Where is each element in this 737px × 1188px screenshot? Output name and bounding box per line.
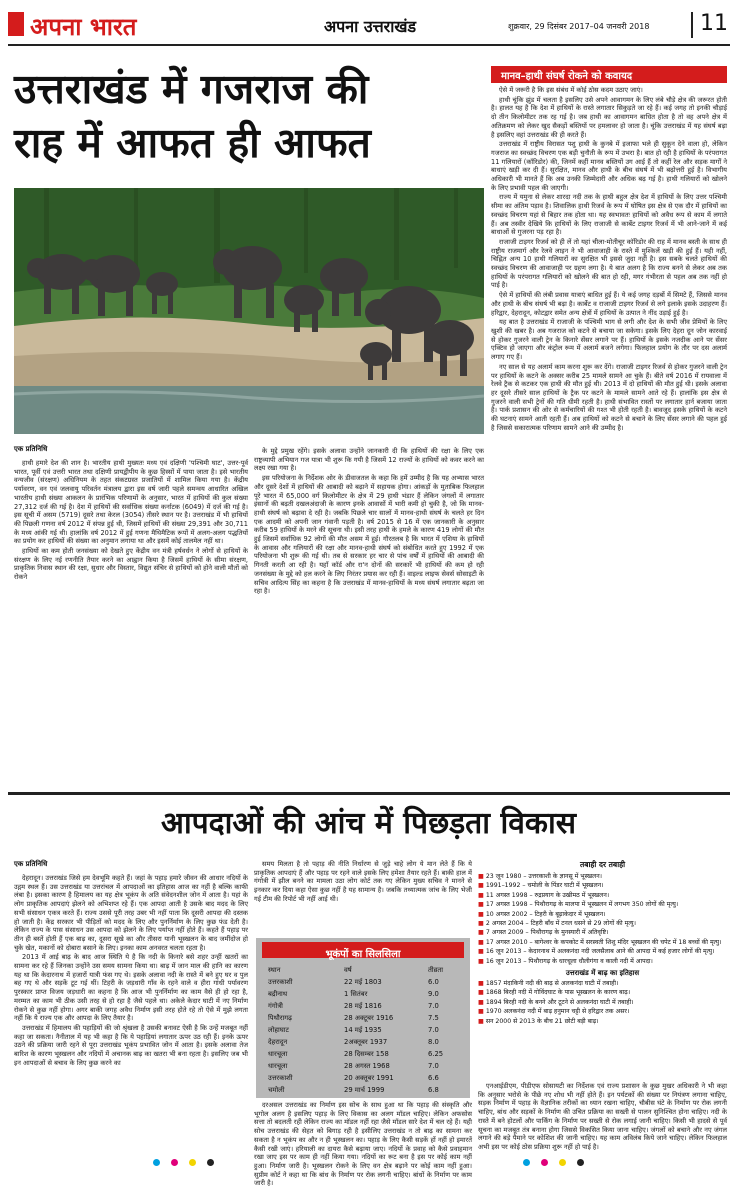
quake-box [256,938,470,1098]
flood-item [478,999,727,1007]
event-item-text: 7 अगस्त 2009 – पिथौरागढ़ के मुनस्यारी में अतिवृष्टि। [485,929,609,937]
bullet-square-icon: ■ [478,891,486,899]
sidebar1-para: उत्तराखंड में राष्ट्रीय विरासत पशु हाथी के कुनबे में इजाफा भले ही सुकून देने वाला हो, लेकिन गजराज का स्वच्छंद विचरण एक बड़ी चुनौती के रूप में उभरा है। बात हो रही है हाथियों के परंपरागत 11 गलियारों (कॉरिडोर) की, जिनमें कहीं मानव बस्तियों उग आई हैं तो कहीं रेल और सड़क मार्गों ने बाधाएं खड़ी कर दी हैं। सुरक्षित, मानव और हाथी के बीच संघर्ष में भी बढ़ोत्तरी हुई है। विभागीय अधिकारी भी मानते हैं कि अब उनकी जिम्मेदारी और अधिक बढ़ गई है। हाथी गलियारों को खोलने के लिए प्रभावी पहल की जाएगी। [491,140,727,192]
quake-place: उत्तरकाशी [268,1074,293,1082]
bullet-square-icon: ■ [478,929,486,937]
masthead-page-divider [691,12,693,38]
story1-column-2 [254,447,484,789]
quake-magnitude: 8.0 [428,1038,439,1046]
quake-place: धारचूला [268,1050,288,1058]
story2-col1-para: उत्तराखंड में हिमालय की पहाड़ियों की जो श्रृंखला है उसकी बनावट ऐसी है कि उन्हें मजबूत नहीं कहा जा सकता। नैनीताल में यह भी कहा है कि ये पहाड़ियां लगातार ऊपर उठ रही हैं। इनके ऊपर उठने की प्रक्रिया जारी रहने से पूरा उत्तराखंड भूकंप प्रभावित जोन में आता है। इसके अलावा तेज बारिश के कारण भूस्खलन और नदियों में अचानक बाढ़ का खतरा भी बना रहता है। इसलिए जब भी इन आपदाओं से बचाव के लिए कुछ करने का [14,1023,248,1067]
registration-dot [171,1159,178,1166]
quake-table-header [268,964,464,976]
bullet-square-icon: ■ [478,989,486,997]
story2-col2-bottom-para: दरअसल उत्तराखंड का निर्माण इस सोच के साथ हुआ था कि पहाड़ की संस्कृति और भूगोल अलग है इसलिए पहाड़ के लिए विकास का अलग मॉडल चाहिए। लेकिन अफसोस सत्ता तो बदलती रही लेकिन राज्य का मॉडल नहीं रहा जैसे मॉडल सारे देश में चल रहे हैं। यही सोच उत्तराखंड की सेहत को बिगाड़ रही है इसीलिए उत्तराखंड न तो बाढ़ का सामना कर सकता है न भूकंप का और न ही भूस्खलन का। पहाड़ के लिए कैसी सड़कें हों नहीं हो इमारतें कैसी रखी जाएं। हरियाली का दायरा कैसे बढ़ाया जाए। नदियों के प्रवाह को कैसे प्रवाहमान रखा जाए इस पर काम ही नहीं किया गया। नदियों का रूट बना है इस पर कोई काम नहीं हुआ। निर्माण जारी है। भूस्खलन रोकने के लिए वन क्षेत्र बढ़ाने पर कोई काम नहीं हुआ। सुप्रीम कोर्ट ने कहा था कि बांध के निर्माण पर रोक लगनी चाहिए। बांधों के निर्माण पर काम जारी है। [254,1101,472,1188]
story2-col1-para: 2013 में आई बाढ़ के बाद आज स्थिति ये है कि नदी के किनारे बसे शहर उन्हीं खतरों का सामना कर रहे हैं जिनका उन्होंने उस समय सामना किया था। बाढ़ में जान माल की हानि का कारण यह था कि केदारनाथ में हजारों यात्री फंस गए थे। इसके अलावा नदी के रास्ते में बने हुए घर व पुल बह गए थे और सड़कें टूट गई थीं। टिहरी के जड़धारी गाँव के रहने वाले व हीरा गांधी पर्यावरण पुरस्कार प्राप्त विजय जड़धारी का कहना है कि आज भी पुनर्निर्माण का काम वैसे ही हो रहा है, मरम्मत का काम भी ठीक उसी तरह से हो रहा है जैसे पहले था। अकेले केदार घाटी में नए निर्माण रोकने से कुछ नहीं होगा। अगर बाकी जगह अवैध निर्माण इसी तरह होते रहे तो ऐसे में मुझे लगता नहीं कि ये राज्य एक और आपदा के लिए तैयार है। [14,953,248,1023]
story1-photo [14,188,484,434]
story2-headline: आपदाओं की आंच में पिछड़ता विकास [160,806,577,841]
quake-date: 1 सितंबर [344,990,368,998]
bullet-square-icon: ■ [478,1017,486,1025]
event-item [478,911,727,919]
quake-place: धारचूला [268,1062,288,1070]
quake-table [268,964,464,1096]
event-item-text: 1991–1992 – चमोली के पिंडर घाटी में भूस्खलन। [485,882,604,890]
event-item-text: 17 अगस्त 2010 – बागेश्वर के कपकोट में सरस्वती शिशु मंदिर भूस्खलन की चपेट में 18 बच्चों की मृत्यु। [485,938,722,946]
sidebar1-body [491,86,727,789]
flood-item [478,1008,727,1016]
story2-column-3-bottom [478,1082,727,1156]
registration-dot [523,1159,530,1166]
story2-col3-para: एनआईडीएम, पीडीएफ सोसायटी का निर्देशक एवं राज्य प्रशासन के कुछ मुखर अधिकारी ने भी कहा कि अनुसार भरोसे के पीछे नए शोध भी नहीं होते हैं। इन पर्यटकों की संख्या पर नियंत्रण लगाना चाहिए, सड़क निर्माण में पहाड़ के वैज्ञानिक तरीकों का ध्यान रखना चाहिए, चौबीस घंटे के निर्माण पर रोक लगनी चाहिए, बांध और सड़कों के निर्माण की उचित प्रक्रिया का सख्ती से पालन सुनिश्चित होना चाहिए। नदी के रास्ते में बने होटलों और पार्किंग के निर्माण पर सख्ती से रोक लगाई जानी चाहिए। किसी भी हादसे से पूर्व सूचना का मजबूत तंत्र बनाना होगा जिससे विकसित किया जाना चाहिए। जंगलों को बचाने और नए जंगल लगाने की बड़े पैमाने पर कोशिश की जानी चाहिए। यह काम अविलंब किये जाने चाहिए। लेकिन फिलहाल अभी इस पर कोई ठोस प्रक्रिया शुरू नहीं हो पाई है। [478,1082,727,1151]
quake-table-body [268,976,464,1096]
quake-place: गंगोत्री [268,1002,283,1010]
quake-magnitude: 6.25 [428,1050,444,1058]
events-box-title: तबाही दर तबाही [579,860,626,869]
quake-magnitude: 6.6 [428,1074,439,1082]
bullet-square-icon: ■ [478,873,486,880]
quake-table-row [268,988,464,1000]
bullet-square-icon: ■ [478,910,486,918]
registration-dot [577,1159,584,1166]
bullet-square-icon: ■ [478,901,486,909]
sidebar1-title-bar [491,66,727,83]
quake-box-title-bar [262,942,464,958]
bullet-square-icon: ■ [478,938,486,946]
registration-dot [559,1159,566,1166]
flood-item [478,1018,727,1026]
flood-item-text: सन 2000 से 2013 के बीच 21 छोटी बड़ी बाढ़। [485,1017,599,1025]
story1-col1-para: हाथी हमारे देश की शान है। भारतीय हाथी मुख्यतः मध्य एवं दक्षिणी 'पश्चिमी घाट', उत्तर-पूर्व भारत, पूर्वी एवं उत्तरी भारत तथा दक्षिणी प्रायद्वीपीय के कुछ हिस्सों में पाया जाता है। इसे भारतीय वन्यजीव (संरक्षण) अधिनियम के तहत संकटग्रस्त प्रजातियों में शामिल किया गया है। केंद्रीय पर्यावरण, वन एवं जलवायु परिवर्तन मंत्रालय द्वारा इस वर्ष जारी पहले समन्वय आधारित अखिल भारतीय हाथी संख्या आकलन के प्रारंभिक परिणामों के अनुसार, भारत में हाथियों की कुल संख्या 27,312 दर्ज की गई है। देश में हाथियों की सर्वाधिक संख्या कर्नाटक (6049) में दर्ज की गई है। इस सूची में असम (5719) दूसरे तथा केरल (3054) तीसरे स्थान पर है। उत्तराखंड में भी हाथियों की पिछली गणना वर्ष 2012 में संपन्न हुई थी, जिसमें हाथियों की संख्या 29,391 और 30,711 के मध्य आंकी गई थी। हालांकि वर्ष 2012 में हुई गणना मैथिमैटिक रूपों में अलग-अलग पद्धतियों का प्रयोग कर हाथियों की संख्या का अनुमान लगाया था और इसमें कोई तालमेल नहीं था। [14,459,248,546]
flood-item-text: 1868 बिरही नदी में गोविंदघाट के पास भूस्खलन के कारण बाढ़। [485,989,631,997]
quake-table-row [268,1000,464,1012]
masthead [8,8,730,42]
sidebar1-para: ऐसे में जरूरी है कि इस संबंध में कोई ठोस कदम उठाए जाएं। [499,86,643,94]
event-item [478,948,727,956]
quake-magnitude: 9.0 [428,990,439,998]
quake-date: 29 मार्च 1999 [344,1086,385,1094]
masthead-section: अपना उत्तराखंड [323,17,417,36]
registration-dot [189,1159,196,1166]
quake-place: चमोली [268,1086,285,1094]
quake-table-row [268,1072,464,1084]
bullet-square-icon: ■ [478,882,486,890]
quake-header-year: वर्ष [344,966,352,974]
quake-place: पिथौरागढ़ [268,1014,292,1022]
story2-col1-para: देहरादून। उत्तराखंड जिसे हम देवभूमि कहते हैं। जहां के पहाड़ हमारे जीवन की आधार नदियों के उद्गम स्थल हैं। उस उत्तराखंड या उत्तरांचल में आपदाओं का इतिहास आज का नहीं है बल्कि काफी लंबा है। इसका कारण है हिमालय का यह क्षेत्र भूकंप के अति संवेदनशील जोन में आता है। यहां के लोग प्राकृतिक आपदाएं झेलने को अभिशप्त रहे हैं। एक आपदा आती है उसके बाद मदद के लिए सभी संसाधन एकत्र करते हैं। राज्य उससे पूरी तरह उबर भी नहीं पाता कि दूसरी आपदा की दस्तक हो जाती है। केंद्र सरकार भी पीड़ितों को मदद के लिए और पुनर्निर्माण के लिए कुछ फंड देती है। लेकिन राज्य के पास संसाधन उस आपदा को झेलने के लिए पर्याप्त नहीं होते हैं। कहते हैं पहाड़ पर तीन ही बस्तें होती हैं एक बाढ़ का, दूसरा सूखे का और तीसरा यानी भूस्खलन के बाद जमींदोज हो चुके खेत, मकानों को दोबारा बसाने के लिए। इनका काम अनवरत चलता रहता है। [14,874,248,952]
bullet-square-icon: ■ [478,957,486,965]
quake-date: 22 मई 1803 [344,978,382,986]
story2-credit: एक प्रतिनिधि [14,860,48,868]
registration-dot [153,1159,160,1166]
quake-magnitude: 6.0 [428,978,439,986]
event-item [478,892,727,900]
story2-col2-para: समय मिलता है तो पहाड़ की नीति निर्धारण से जुड़े चाहे लोग ये मान लेते हैं कि ये प्राकृतिक आपदाएं हैं और पहाड़ पर रहने वाले इसके लिए हमेशा तैयार रहते हैं। बाकी हाल में गंगोत्री में झील बनने का मामला उठा लोग कोर्ट तक गए लेकिन मुख्य सचिव ने मानने से इनकार कर दिया कहा ऐसा कुछ नहीं है यह सामान्य है। जबकि तथ्यात्मक जांच के लिए भेजी गई टीम की रिपोर्ट भी नहीं आई थी। [254,860,472,903]
story1-col2-para: के मुद्दे प्रमुख रहेंगे। इसके अलावा उन्होंने जानकारी दी कि हाथियों की रक्षा के लिए एक राष्ट्रव्यापी अभियान गज यात्रा भी शुरू कि गयी है जिसमें 12 राज्यों के हाथियों को कवर करने का लक्ष्य रखा गया है। [254,447,484,473]
event-item-text: 16 जून 2013 – केदारनाथ में अलकनंदा नदी जलसैलाब आने की आपदा में कई हजार लोगों की मृत्यु। [485,948,715,956]
flood-history-list [478,980,727,1026]
quake-place: बद्रीनाथ [268,990,288,998]
story1-col1-para: हाथियों का कम होती जनसंख्या को देखते हुए केंद्रीय वन मंत्री हर्षवर्धन ने लोगों से हाथियों के संरक्षण के लिए नई रणनीति तैयार करने का आह्वान किया है जिसमें हाथियों के सीमा संरक्षण, प्राकृतिक निवास स्थान की रक्षा, सुधार और विस्तार, विद्युत संचिर से हाथियों को होने वाली मौतों को रोकने [14,547,248,582]
sidebar1-para: यह बात है उत्तराखंड में राजाजी के पश्चिमी भाग से लगी और देश के सभी जीव प्रेमियों के लिए खुशी की खबर है। अब गजराज को कटने से बचाया जा सकेगा। इसके लिए देहरा दून जोन कारवाई से होकर गुजरने वाली ट्रेन के किनारे सेंसर लगाने पर हैं। हाथियों के इसके नजदीक आने पर सेंसर एक्टिव हो जाएगा और कंट्रोल रूम में अलार्म बजने लगेगा। फिलहाल प्रयोग के तौर पर दस अलार्म लगाए गए हैं। [491,318,727,362]
event-item [478,929,727,937]
quake-table-row [268,1060,464,1072]
story1-headline-line1: उत्तराखंड में गजराज की [14,65,369,113]
quake-table-row [268,1012,464,1024]
event-item [478,958,727,966]
bullet-square-icon: ■ [478,948,486,956]
quake-date: 28 अगस्त 1968 [344,1062,390,1070]
sidebar1-title: मानव–हाथी संघर्ष रोकने को कवायद [501,71,633,82]
quake-date: 28 मई 1816 [344,1002,382,1010]
event-item-text: 17 अगस्त 1998 – पिथौरागढ़ के मालपा में भूस्खलन में लगभग 350 लोगों की मृत्यु। [485,901,679,909]
story1-headline-line2: राह में आफत ही आफत [14,119,371,167]
quake-magnitude: 7.0 [428,1002,439,1010]
story1-col2-para: इस परियोजना के निर्देशक ओर के डीवाजतल के कहा कि हमें उम्मीद है कि यह अभ्यास भारत और दूसरे देशों में हाथियों की आबादी को बढ़ाने में सहायक होगा। आंकड़ों के मुताबिक फिलहाल पूरे भारत में 65,000 वर्ग किलोमीटर के क्षेत्र में 29 हाथी भंडार हैं लेकिन जंगलों में लगातार इंसानों की बढ़ती दखलअंदाजी के कारण इनके आवासों में भारी कमी हो चुकी है, जो कि मानव-हाथी संघर्ष को बढ़ावा दे रही है। जबकि पिछले चार सालों में मानव-हाथी संघर्ष के चलते हर दिन एक आदमी को अपनी जान गंवानी पड़ती है। वर्ष 2015 से 16 में एक जानकारी के अनुसार करीब 59 हाथियों के मरने की सूचना थी। इसी तरह हाथी के हमले के कारण 419 लोगों की मौत हुई जिसमें सर्वाधिक 92 लोगों की मौत असम में हुई। गौरतलब है कि भारत में एशिया के हाथियों के आवास और गलियारों की रक्षा और मानव-हाथी संघर्ष को संबोधित करते हुए 1992 में एक परियोजना भी शुरू की गई थी। तब से सरकार हर चार से पांच वर्षों में हाथियों की आबादी की गिनती करती आ रही है। यहाँ कॉर्ड और रा'न दोनों की सरकारें भी हाथियों की कम हो रही जनसंख्या के मुद्दे को हल करने के लिए निरंतर प्रयास कर रही हैं। वाइल्ड लाइफ सेवर्स सोसाइटी के सचिव आदित्य सिंह का कहना है कि उत्तराखंड में मानव-हाथियों के मध्य संघर्ष लगातार बढ़ता जा रहा है। [254,474,484,596]
quake-table-row [268,1084,464,1096]
event-item [478,901,727,909]
masthead-rule [8,44,730,46]
quake-place: लोहाघाट [268,1026,289,1034]
sidebar1-para: हाथी चूंकि झुंड में चलता है इसलिए उसे अपने आवागमन के लिए लंबे चौड़े क्षेत्र की जरूरत होती है। हालत यह है कि देश में हाथियों के रास्ते लगातार सिकुड़ते जा रहे हैं। कई जगह तो इनकी चौड़ाई दो तीन किलोमीटर तक रह गई है। जब हाथी का आवागमन बाधित होता है तो वह अपने क्षेत्र में अतिक्रमण को लेकर खुद सैकड़ों बस्तियों पर हमलावर हो जाता है। चूंकि उत्तराखंड में यह संघर्ष बढ़ा है इसलिए वहां उत्तराखंड की ही करते हैं। [491,95,727,139]
section-divider [8,792,730,795]
story2-column-1 [14,874,248,1156]
flood-item [478,980,727,988]
flood-history-title: उत्तराखंड में बाढ़ का इतिहास [565,969,640,978]
quake-header-place: स्थान [268,966,281,974]
elephant-herd-illustration [14,188,484,434]
quake-magnitude: 7.0 [428,1062,439,1070]
quake-place: उत्तरकाशी [268,978,293,986]
sidebar1-para: नए साल से यह अलार्म काम करना शुरू कर देंगे। राजाजी टाइगर रिजर्व से होकर गुजरने वाली ट्रेन पर हाथियों के कटने के अक्सर करीब 25 मामले सामने आ चुके हैं। बीते वर्ष 2016 में रायवाला में रेलवे ट्रैक से कटकर एक हाथी की मौत हुई थी। 2013 में दो हाथियों की मौत हुई थी। इसके अलावा हर दूसरे तीसरे साल हाथियों के ट्रैक पर कटने के मामले सामने आते रहे हैं। हालांकि इस क्षेत्र से गुजरने वाली सभी ट्रेनों की गति धीमी रहती है। हाथी संभावित रास्तों पर लगातार हार्न बजाया जाता है। पार्क प्रशासन की ओर से कर्मचारियों की गश्त भी होती रहती है। बावजूद इसके हाथियों के कटने की घटनाएं सामने आती रहती हैं। अब हाथियों को कटने से बचाने के लिए सेंसर लगाने की पहल हुई है जिससे सकारात्मक परिणाम सामने आने की उम्मीद है। [491,362,727,432]
bullet-square-icon: ■ [478,980,486,988]
sidebar1-para: राज्य में यमुना से लेकर शारदा नदी तक के हाथी बहुल क्षेत्र देश में हाथियों के लिए उत्तर पश्चिमी सीमा का अंतिम पड़ाव है। शिवालिक हाथी रिजर्व के रूप में घोषित इस क्षेत्र से एक दौर में हाथियों का स्वच्छंद विचरण यहां से बिहार तक होता था। यह स्वभावतः हाथियों को अवैध रूप से काम में लगाते हैं। अब तस्वीर देखिये कि हाथियों के लिए राजाजी से कार्बेट टाइगर रिजर्व में भी आने-जाने में कई बाधाओं से गुजरना पड़ रहा है। [491,193,727,237]
registration-dot [541,1159,548,1166]
masthead-brand: अपना भारत [30,12,137,41]
quake-date: 20 अक्तूबर 1991 [344,1074,394,1082]
story1-headline [14,62,484,170]
event-item-text: 23 जून 1980 – उत्तरकाशी के ज्ञानसू में भूस्खलन। [485,873,603,880]
sidebar1-para: राजाजी टाइगर रिजर्व को ही लें तो यहां चीला-मोतीचूर कॉरिडोर की राह में मानव बस्ती के साथ ही राष्ट्रीय राजमार्ग और रेलवे लाइन ने भी आवाजाही के रास्ते में मुश्किलें खड़ी की हुई हैं। यही नहीं, चिह्नित अन्य 10 हाथी गलियारों का सुरक्षित भी इससे जुदा नहीं है। इस सबके चलते हाथियों की स्वच्छंद विचरण की आवाजाही पर ग्रहण लगा है। ये बात अलग है कि राज्य बनने से लेकर अब तक हाथियों के परंपरागत गलियारों को खोलने की बात हो रही, मगर गंभीरता से पहल अब तक नहीं हो पाई है। [491,237,727,290]
story2-column-2-top [254,860,472,934]
event-item-text: 10 अगस्त 2002 – टिहरी के बूढ़ाकेदार में भूस्खलन। [485,910,606,918]
quake-date: 2अक्तूबर 1937 [344,1038,388,1046]
event-item [478,873,727,881]
quake-magnitude: 6.8 [428,1086,439,1094]
page-number: 11 [700,11,728,36]
quake-date: 14 मई 1935 [344,1026,382,1034]
bullet-square-icon: ■ [478,998,486,1006]
sidebar1-para: ऐसे में हाथियों की लंबी प्रवास यात्राएं बाधित हुई हैं। ये कई जगह दड़बों में सिमटे हैं, जिससे मानव और हाथी के बीच संघर्ष भी बढ़ा है। कार्बेट व राजाजी टाइगर रिजर्व से लगे इलाके इसके उदाहरण हैं। हरिद्वार, देहरादून, कोटद्वार समेत अन्य क्षेत्रों में हाथियों के उत्पात ने नींद उड़ाई हुई है। [491,291,727,317]
quake-magnitude: 7.5 [428,1014,439,1022]
events-box [478,860,727,1072]
quake-table-row [268,1024,464,1036]
story1-credit: एक प्रतिनिधि [14,445,48,453]
story2-column-2-bottom [254,1101,472,1188]
event-item-text: 2 अगस्त 2004 – टिहरी बाँध में टनल धसने से 29 लोगों की मृत्यु। [485,920,636,928]
masthead-date: शुक्रवार, 29 दिसंबर 2017–04 जनवरी 2018 [508,22,650,31]
quake-magnitude: 7.0 [428,1026,439,1034]
masthead-red-block [8,12,24,36]
quake-table-row [268,1036,464,1048]
quake-date: 28 अक्टूबर 1916 [344,1014,394,1022]
event-item-text: 11 अगस्त 1998 – रुद्रप्रयाग के उखीमठ में भूस्खलन। [485,891,610,899]
registration-marks-right [520,1151,587,1170]
event-item [478,882,727,890]
registration-marks-left [150,1151,217,1170]
registration-dot [207,1159,214,1166]
quake-table-row [268,976,464,988]
quake-table-row [268,1048,464,1060]
events-list [478,873,727,966]
quake-header-magnitude: तीव्रता [428,966,444,974]
event-item [478,920,727,928]
bullet-square-icon: ■ [478,920,486,928]
quake-box-title: भूकंपों का सिलसिला [325,949,401,960]
event-item [478,939,727,947]
quake-place: देहरादून [268,1038,288,1046]
event-item-text: 16 जून 2013 – पिथौरागढ़ के धारचूला धौलीगंगा व काली नदी में आपदा। [485,957,653,965]
quake-date: 28 दिसम्बर 158 [344,1050,389,1058]
story1-column-1 [14,459,248,789]
flood-item-text: 1970 अलकनंदा नदी में बाढ़ हनुमान चट्टी से हरिद्वार तक असर। [485,1008,630,1016]
bullet-square-icon: ■ [478,1008,486,1016]
flood-item [478,989,727,997]
flood-item-text: 1857 मंदाकिनी नदी की बाढ़ से अलकनंदा घाटी में तबाही। [485,980,619,988]
flood-item-text: 1894 बिरही नदी के बनने और टूटने से अलकनंदा घाटी में तबाही। [485,998,634,1006]
